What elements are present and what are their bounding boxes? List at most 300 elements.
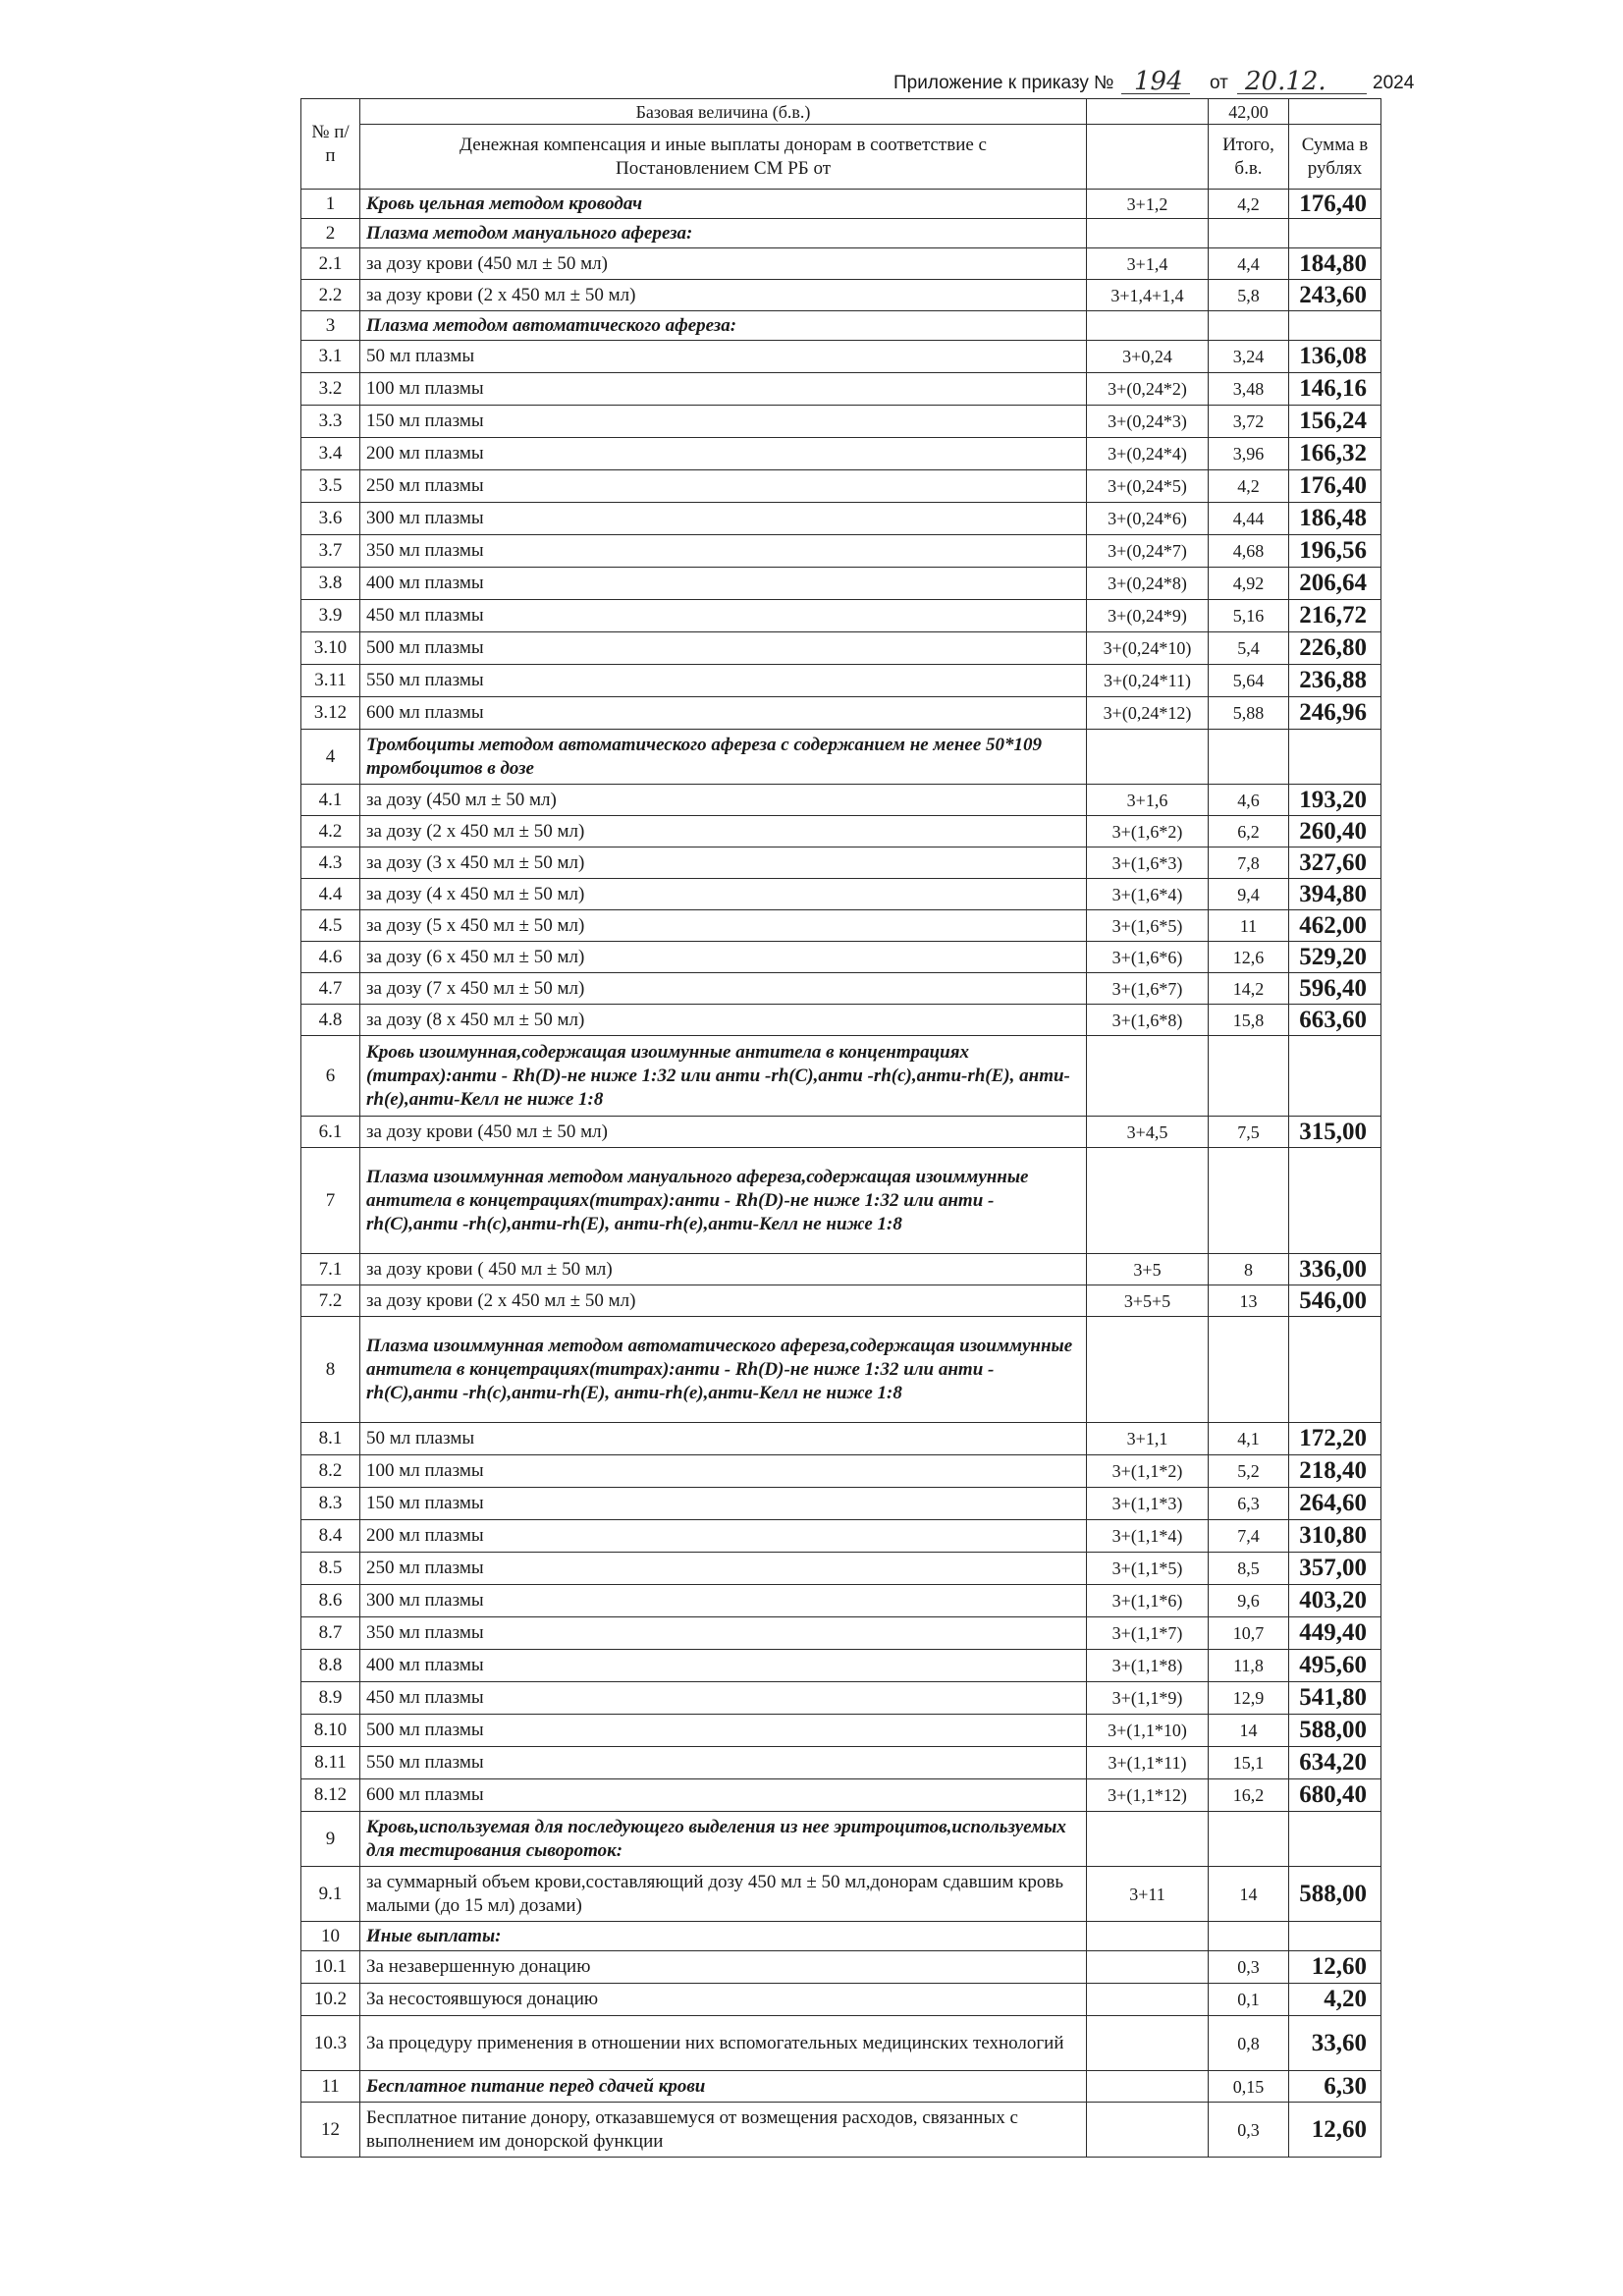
table-row (301, 1254, 1381, 1285)
row-description: За несостоявшуюся донацию (360, 1984, 1087, 2016)
row-sum: 4,20 (1289, 1984, 1381, 2016)
table-row (301, 1779, 1381, 1812)
num-header (301, 99, 360, 190)
table-row (301, 1617, 1381, 1650)
table-row (301, 1148, 1381, 1254)
row-number: 3.11 (301, 665, 360, 697)
table-row (301, 503, 1381, 535)
row-sum: 246,96 (1289, 697, 1381, 730)
table-row (301, 1650, 1381, 1682)
row-total (1209, 219, 1289, 248)
row-number: 8.12 (301, 1779, 360, 1812)
row-sum: 166,32 (1289, 438, 1381, 470)
row-formula: 3+(1,1*11) (1087, 1747, 1209, 1779)
row-sum: 327,60 (1289, 847, 1381, 879)
table-row (301, 190, 1381, 219)
table-row (301, 1488, 1381, 1520)
row-number: 4.1 (301, 785, 360, 816)
row-total: 16,2 (1209, 1779, 1289, 1812)
table-row (301, 406, 1381, 438)
row-number: 10 (301, 1922, 360, 1951)
row-number: 8.1 (301, 1423, 360, 1455)
row-sum: 226,80 (1289, 632, 1381, 665)
row-description: Бесплатное питание донору, отказавшемуся от возмещения расходов, связанных с выполнением им донорской функции (360, 2103, 1087, 2158)
row-total: 14 (1209, 1867, 1289, 1922)
row-description: 600 мл плазмы (360, 697, 1087, 730)
row-formula: 3+(1,1*12) (1087, 1779, 1209, 1812)
row-sum: 462,00 (1289, 910, 1381, 942)
row-total: 9,4 (1209, 879, 1289, 910)
row-total (1209, 311, 1289, 341)
row-description: за суммарный объем крови,составляющий дозу 450 мл ± 50 мл,донорам сдавшим кровь малыми (до 15 мл) дозами) (360, 1867, 1087, 1922)
table-row (301, 248, 1381, 280)
row-total: 4,4 (1209, 248, 1289, 280)
table-row (301, 1951, 1381, 1984)
row-formula: 3+(1,1*5) (1087, 1553, 1209, 1585)
row-formula: 3+(1,1*4) (1087, 1520, 1209, 1553)
row-sum: 546,00 (1289, 1285, 1381, 1317)
row-description: 550 мл плазмы (360, 1747, 1087, 1779)
row-description: 200 мл плазмы (360, 438, 1087, 470)
row-description: Кровь,используемая для последующего выделения из нее эритроцитов,используемых для тестирования сывороток: (360, 1812, 1087, 1867)
row-description: за дозу (6 х 450 мл ± 50 мл) (360, 942, 1087, 973)
row-formula: 3+(1,6*6) (1087, 942, 1209, 973)
row-sum: 186,48 (1289, 503, 1381, 535)
sum-header (1289, 125, 1381, 190)
row-number: 10.3 (301, 2016, 360, 2071)
row-description: 300 мл плазмы (360, 503, 1087, 535)
row-description: Плазма изоиммунная методом автоматического афереза,содержащая изоиммунные антитела в концетрациях(титрах):анти - Rh(D)-не ниже 1:32 или анти -rh(C),анти -rh(c),анти-rh(E), анти-rh(e),анти-Келл не ниже 1:8 (360, 1317, 1087, 1423)
row-total: 4,92 (1209, 568, 1289, 600)
row-sum: 236,88 (1289, 665, 1381, 697)
row-description: за дозу (5 х 450 мл ± 50 мл) (360, 910, 1087, 942)
desc-header-label: Денежная компенсация и иные выплаты донорам в соответствие с Постановлением СМ РБ от (460, 134, 987, 179)
row-total (1209, 1922, 1289, 1951)
row-total: 13 (1209, 1285, 1289, 1317)
row-description: 400 мл плазмы (360, 568, 1087, 600)
row-description: 50 мл плазмы (360, 1423, 1087, 1455)
row-total: 12,9 (1209, 1682, 1289, 1715)
row-description: 300 мл плазмы (360, 1585, 1087, 1617)
row-number: 3.10 (301, 632, 360, 665)
row-total (1209, 1317, 1289, 1423)
table-row (301, 1553, 1381, 1585)
row-formula: 3+(1,1*7) (1087, 1617, 1209, 1650)
row-sum: 315,00 (1289, 1117, 1381, 1148)
row-description: за дозу (450 мл ± 50 мл) (360, 785, 1087, 816)
row-description: 550 мл плазмы (360, 665, 1087, 697)
compensation-table (300, 98, 1381, 2158)
row-formula (1087, 1951, 1209, 1984)
row-total: 15,8 (1209, 1005, 1289, 1036)
row-number: 4.2 (301, 816, 360, 847)
row-sum: 264,60 (1289, 1488, 1381, 1520)
row-formula (1087, 1984, 1209, 2016)
table-row (301, 568, 1381, 600)
row-total (1209, 1036, 1289, 1117)
table-row (301, 847, 1381, 879)
row-sum: 12,60 (1289, 1951, 1381, 1984)
row-number: 8.2 (301, 1455, 360, 1488)
row-description: 200 мл плазмы (360, 1520, 1087, 1553)
row-sum (1289, 311, 1381, 341)
row-number: 4 (301, 730, 360, 785)
row-formula (1087, 2103, 1209, 2158)
row-total: 11 (1209, 910, 1289, 942)
table-row (301, 910, 1381, 942)
row-total: 7,4 (1209, 1520, 1289, 1553)
row-total: 3,96 (1209, 438, 1289, 470)
row-formula: 3+(1,1*9) (1087, 1682, 1209, 1715)
row-sum: 541,80 (1289, 1682, 1381, 1715)
order-year: 2024 (1373, 73, 1415, 93)
row-total: 4,68 (1209, 535, 1289, 568)
row-sum: 634,20 (1289, 1747, 1381, 1779)
row-sum: 357,00 (1289, 1553, 1381, 1585)
row-formula: 3+(1,1*3) (1087, 1488, 1209, 1520)
row-sum (1289, 219, 1381, 248)
row-sum: 184,80 (1289, 248, 1381, 280)
row-description: 500 мл плазмы (360, 632, 1087, 665)
table-row (301, 1036, 1381, 1117)
row-sum: 12,60 (1289, 2103, 1381, 2158)
row-sum: 449,40 (1289, 1617, 1381, 1650)
row-total: 14 (1209, 1715, 1289, 1747)
row-number: 2.1 (301, 248, 360, 280)
row-sum: 172,20 (1289, 1423, 1381, 1455)
table-row (301, 1005, 1381, 1036)
order-date: 20.12. (1245, 67, 1326, 96)
row-number: 8.7 (301, 1617, 360, 1650)
row-number: 8.3 (301, 1488, 360, 1520)
row-description: 350 мл плазмы (360, 1617, 1087, 1650)
row-formula: 3+(1,6*7) (1087, 973, 1209, 1005)
row-sum (1289, 1036, 1381, 1117)
row-sum: 588,00 (1289, 1867, 1381, 1922)
row-number: 6 (301, 1036, 360, 1117)
row-number: 3.1 (301, 341, 360, 373)
row-sum (1289, 1922, 1381, 1951)
row-formula: 3+1,4+1,4 (1087, 280, 1209, 311)
row-total (1209, 1148, 1289, 1254)
row-total: 7,5 (1209, 1117, 1289, 1148)
row-sum (1289, 730, 1381, 785)
row-formula (1087, 219, 1209, 248)
row-total: 4,2 (1209, 190, 1289, 219)
row-total: 5,2 (1209, 1455, 1289, 1488)
row-number: 4.8 (301, 1005, 360, 1036)
table-row (301, 2103, 1381, 2158)
row-formula: 3+(1,6*3) (1087, 847, 1209, 879)
row-total: 9,6 (1209, 1585, 1289, 1617)
desc-header (360, 125, 1087, 190)
row-description: Тромбоциты методом автоматического афереза с содержанием не менее 50*109 тромбоцитов в дозе (360, 730, 1087, 785)
row-formula: 3+(1,1*6) (1087, 1585, 1209, 1617)
row-formula: 3+(0,24*3) (1087, 406, 1209, 438)
row-total: 8 (1209, 1254, 1289, 1285)
row-formula: 3+(1,1*10) (1087, 1715, 1209, 1747)
table-row (301, 438, 1381, 470)
table-row (301, 1117, 1381, 1148)
table-row (301, 665, 1381, 697)
row-number: 4.3 (301, 847, 360, 879)
base-value: 42,00 (1209, 99, 1289, 125)
row-total: 0,1 (1209, 1984, 1289, 2016)
row-number: 3.6 (301, 503, 360, 535)
row-description: 250 мл плазмы (360, 470, 1087, 503)
table-row (301, 1867, 1381, 1922)
row-total: 5,8 (1209, 280, 1289, 311)
row-total: 4,44 (1209, 503, 1289, 535)
row-sum: 394,80 (1289, 879, 1381, 910)
row-formula: 3+(1,6*8) (1087, 1005, 1209, 1036)
row-number: 4.7 (301, 973, 360, 1005)
row-number: 8 (301, 1317, 360, 1423)
row-description: 350 мл плазмы (360, 535, 1087, 568)
row-formula (1087, 2071, 1209, 2103)
row-formula: 3+(0,24*8) (1087, 568, 1209, 600)
row-sum: 193,20 (1289, 785, 1381, 816)
row-sum: 588,00 (1289, 1715, 1381, 1747)
table-row (301, 1984, 1381, 2016)
row-number: 4.4 (301, 879, 360, 910)
row-total: 5,4 (1209, 632, 1289, 665)
row-number: 8.9 (301, 1682, 360, 1715)
row-formula: 3+(0,24*11) (1087, 665, 1209, 697)
row-total: 15,1 (1209, 1747, 1289, 1779)
row-number: 8.6 (301, 1585, 360, 1617)
row-number: 4.6 (301, 942, 360, 973)
row-formula: 3+(0,24*10) (1087, 632, 1209, 665)
row-total: 5,64 (1209, 665, 1289, 697)
row-formula (1087, 1148, 1209, 1254)
row-formula: 3+1,1 (1087, 1423, 1209, 1455)
table-row (301, 1585, 1381, 1617)
order-header (893, 59, 1424, 98)
row-total: 8,5 (1209, 1553, 1289, 1585)
row-number: 3.8 (301, 568, 360, 600)
row-number: 12 (301, 2103, 360, 2158)
row-formula: 3+(0,24*9) (1087, 600, 1209, 632)
total-header-label: Итого, б.в. (1222, 134, 1274, 179)
table-row (301, 311, 1381, 341)
row-formula: 3+(1,6*5) (1087, 910, 1209, 942)
row-formula: 3+1,6 (1087, 785, 1209, 816)
row-sum: 403,20 (1289, 1585, 1381, 1617)
row-number: 2.2 (301, 280, 360, 311)
table-row (301, 2016, 1381, 2071)
row-sum: 596,40 (1289, 973, 1381, 1005)
row-sum: 206,64 (1289, 568, 1381, 600)
row-sum: 146,16 (1289, 373, 1381, 406)
row-formula: 3+11 (1087, 1867, 1209, 1922)
row-total: 6,2 (1209, 816, 1289, 847)
table-row (301, 1285, 1381, 1317)
table-row (301, 341, 1381, 373)
row-sum (1289, 1148, 1381, 1254)
row-number: 8.5 (301, 1553, 360, 1585)
row-sum: 529,20 (1289, 942, 1381, 973)
row-total: 0,8 (1209, 2016, 1289, 2071)
row-sum: 663,60 (1289, 1005, 1381, 1036)
row-description: за дозу (2 х 450 мл ± 50 мл) (360, 816, 1087, 847)
row-total: 4,2 (1209, 470, 1289, 503)
row-number: 7 (301, 1148, 360, 1254)
row-total: 11,8 (1209, 1650, 1289, 1682)
row-description: 450 мл плазмы (360, 1682, 1087, 1715)
row-formula (1087, 730, 1209, 785)
row-sum: 218,40 (1289, 1455, 1381, 1488)
row-total: 0,3 (1209, 1951, 1289, 1984)
row-formula: 3+5 (1087, 1254, 1209, 1285)
row-sum: 176,40 (1289, 190, 1381, 219)
header-row-titles (301, 125, 1381, 190)
row-sum: 136,08 (1289, 341, 1381, 373)
row-total: 3,24 (1209, 341, 1289, 373)
row-number: 6.1 (301, 1117, 360, 1148)
header-row-base (301, 99, 1381, 125)
row-number: 10.2 (301, 1984, 360, 2016)
table-row (301, 470, 1381, 503)
table-row (301, 280, 1381, 311)
row-total: 3,48 (1209, 373, 1289, 406)
row-number: 7.1 (301, 1254, 360, 1285)
table-row (301, 1317, 1381, 1423)
row-sum: 260,40 (1289, 816, 1381, 847)
row-total: 4,6 (1209, 785, 1289, 816)
row-formula: 3+(0,24*2) (1087, 373, 1209, 406)
row-description: Иные выплаты: (360, 1922, 1087, 1951)
row-description: за дозу крови (2 х 450 мл ± 50 мл) (360, 280, 1087, 311)
row-description: Плазма методом автоматического афереза: (360, 311, 1087, 341)
row-number: 3.9 (301, 600, 360, 632)
row-formula: 3+1,2 (1087, 190, 1209, 219)
row-formula: 3+0,24 (1087, 341, 1209, 373)
row-description: 150 мл плазмы (360, 406, 1087, 438)
row-formula: 3+(1,6*2) (1087, 816, 1209, 847)
table-row (301, 1423, 1381, 1455)
table-row (301, 1682, 1381, 1715)
row-description: За незавершенную донацию (360, 1951, 1087, 1984)
row-formula: 3+(1,1*8) (1087, 1650, 1209, 1682)
row-description: за дозу крови ( 450 мл ± 50 мл) (360, 1254, 1087, 1285)
row-description: за дозу (4 х 450 мл ± 50 мл) (360, 879, 1087, 910)
row-sum: 216,72 (1289, 600, 1381, 632)
row-total: 12,6 (1209, 942, 1289, 973)
row-description: Бесплатное питание перед сдачей крови (360, 2071, 1087, 2103)
row-formula (1087, 1812, 1209, 1867)
row-formula: 3+1,4 (1087, 248, 1209, 280)
base-empty-cell (1289, 99, 1381, 125)
row-formula (1087, 2016, 1209, 2071)
row-number: 11 (301, 2071, 360, 2103)
row-number: 3.7 (301, 535, 360, 568)
row-description: Кровь изоимунная,содержащая изоимунные антитела в концентрациях (титрах):анти - Rh(D)-не ниже 1:32 или анти -rh(C),анти -rh(c),анти-rh(E), анти-rh(e),анти-Келл не ниже 1:8 (360, 1036, 1087, 1117)
row-number: 3.12 (301, 697, 360, 730)
formula-header (1087, 125, 1209, 190)
table-row (301, 535, 1381, 568)
table-row (301, 373, 1381, 406)
row-formula: 3+4,5 (1087, 1117, 1209, 1148)
table-row (301, 2071, 1381, 2103)
row-number: 10.1 (301, 1951, 360, 1984)
row-number: 3.3 (301, 406, 360, 438)
row-sum: 495,60 (1289, 1650, 1381, 1682)
row-sum: 156,24 (1289, 406, 1381, 438)
row-number: 8.11 (301, 1747, 360, 1779)
row-description: За процедуру применения в отношении них вспомогательных медицинских технологий (360, 2016, 1087, 2071)
row-sum: 680,40 (1289, 1779, 1381, 1812)
table-row (301, 1922, 1381, 1951)
table-row (301, 1812, 1381, 1867)
row-description: за дозу крови (450 мл ± 50 мл) (360, 248, 1087, 280)
row-formula: 3+(0,24*4) (1087, 438, 1209, 470)
table-row (301, 1715, 1381, 1747)
table-row (301, 697, 1381, 730)
row-description: за дозу крови (450 мл ± 50 мл) (360, 1117, 1087, 1148)
row-total: 4,1 (1209, 1423, 1289, 1455)
row-formula (1087, 311, 1209, 341)
num-header-label: № п/п (311, 121, 350, 166)
row-number: 3 (301, 311, 360, 341)
row-formula: 3+(0,24*5) (1087, 470, 1209, 503)
row-total: 0,3 (1209, 2103, 1289, 2158)
row-description: 500 мл плазмы (360, 1715, 1087, 1747)
order-number: 194 (1134, 67, 1183, 96)
row-total: 5,16 (1209, 600, 1289, 632)
row-sum: 176,40 (1289, 470, 1381, 503)
row-number: 9 (301, 1812, 360, 1867)
row-description: Кровь цельная методом кроводач (360, 190, 1087, 219)
row-formula: 3+(0,24*7) (1087, 535, 1209, 568)
table-row (301, 600, 1381, 632)
row-formula: 3+(0,24*6) (1087, 503, 1209, 535)
row-number: 9.1 (301, 1867, 360, 1922)
row-formula: 3+5+5 (1087, 1285, 1209, 1317)
table-row (301, 942, 1381, 973)
table-row (301, 1747, 1381, 1779)
row-number: 3.2 (301, 373, 360, 406)
row-number: 2 (301, 219, 360, 248)
row-sum: 243,60 (1289, 280, 1381, 311)
row-formula: 3+(0,24*12) (1087, 697, 1209, 730)
row-description: Плазма изоиммунная методом мануального афереза,содержащая изоиммунные антитела в концетрациях(титрах):анти - Rh(D)-не ниже 1:32 или анти -rh(C),анти -rh(c),анти-rh(E), анти-rh(e),анти-Келл не ниже 1:8 (360, 1148, 1087, 1254)
table-row (301, 816, 1381, 847)
order-from-label: от (1210, 73, 1228, 93)
table-row (301, 879, 1381, 910)
row-description: 600 мл плазмы (360, 1779, 1087, 1812)
table-row (301, 1520, 1381, 1553)
row-description: 100 мл плазмы (360, 373, 1087, 406)
table-row (301, 785, 1381, 816)
table-row (301, 730, 1381, 785)
row-sum (1289, 1317, 1381, 1423)
total-header (1209, 125, 1289, 190)
row-sum: 310,80 (1289, 1520, 1381, 1553)
table-row (301, 219, 1381, 248)
row-formula (1087, 1317, 1209, 1423)
row-total: 3,72 (1209, 406, 1289, 438)
row-description: за дозу (3 х 450 мл ± 50 мл) (360, 847, 1087, 879)
row-total (1209, 1812, 1289, 1867)
row-sum: 336,00 (1289, 1254, 1381, 1285)
row-number: 3.4 (301, 438, 360, 470)
table-row (301, 632, 1381, 665)
table-row (301, 1455, 1381, 1488)
row-description: 450 мл плазмы (360, 600, 1087, 632)
row-description: за дозу (7 х 450 мл ± 50 мл) (360, 973, 1087, 1005)
row-sum: 196,56 (1289, 535, 1381, 568)
